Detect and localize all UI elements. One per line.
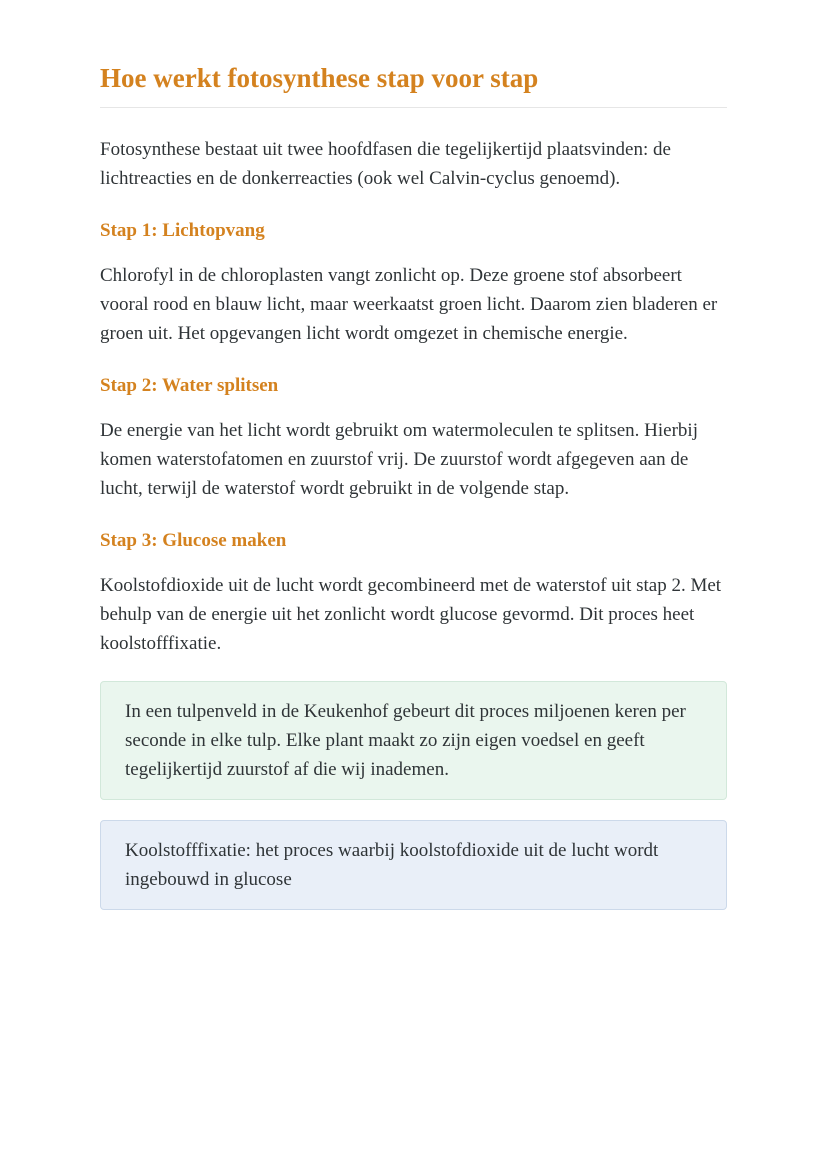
section-heading-step-2: Stap 2: Water splitsen — [100, 375, 279, 397]
callout-definition-blue-text: Koolstofffixatie: het proces waarbij koolstofdioxide uit de lucht wordt ingebouwd in glucose — [125, 840, 659, 891]
section-body-step-2: De energie van het licht wordt gebruikt om watermoleculen te splitsen. Hierbij komen waterstofatomen en zuurstof vrij. De zuurstof wordt afgegeven aan de lucht, terwijl de waterstof wordt gebruikt in de volgende stap. — [100, 420, 698, 500]
section-body-step-1: Chlorofyl in de chloroplasten vangt zonlicht op. Deze groene stof absorbeert vooral rood en blauw licht, maar weerkaatst groen licht. Daarom zien bladeren er groen uit. Het opgevangen licht wordt omgezet in chemische energie. — [100, 265, 718, 345]
section-step-2 — [100, 374, 727, 503]
section-heading-step-3: Stap 3: Glucose maken — [100, 530, 287, 552]
callout-fact-green — [100, 681, 727, 800]
callout-definition-blue — [100, 820, 727, 910]
section-heading-step-1: Stap 1: Lichtopvang — [100, 220, 265, 242]
callout-fact-green-text: In een tulpenveld in de Keukenhof gebeurt dit proces miljoenen keren per seconde in elke tulp. Elke plant maakt zo zijn eigen voedsel en geeft tegelijkertijd zuurstof af die wij inademen. — [125, 701, 686, 781]
section-body-step-3: Koolstofdioxide uit de lucht wordt gecombineerd met de waterstof uit stap 2. Met behulp van de energie uit het zonlicht wordt glucose gevormd. Dit proces heet koolstofffixatie. — [100, 575, 722, 655]
page-title: Hoe werkt fotosynthese stap voor stap — [100, 62, 727, 108]
section-step-1 — [100, 219, 727, 348]
intro-paragraph: Fotosynthese bestaat uit twee hoofdfasen die tegelijkertijd plaatsvinden: de lichtreacties en de donkerreacties (ook wel Calvin-cyclus genoemd). — [100, 139, 671, 190]
section-step-3 — [100, 529, 727, 658]
